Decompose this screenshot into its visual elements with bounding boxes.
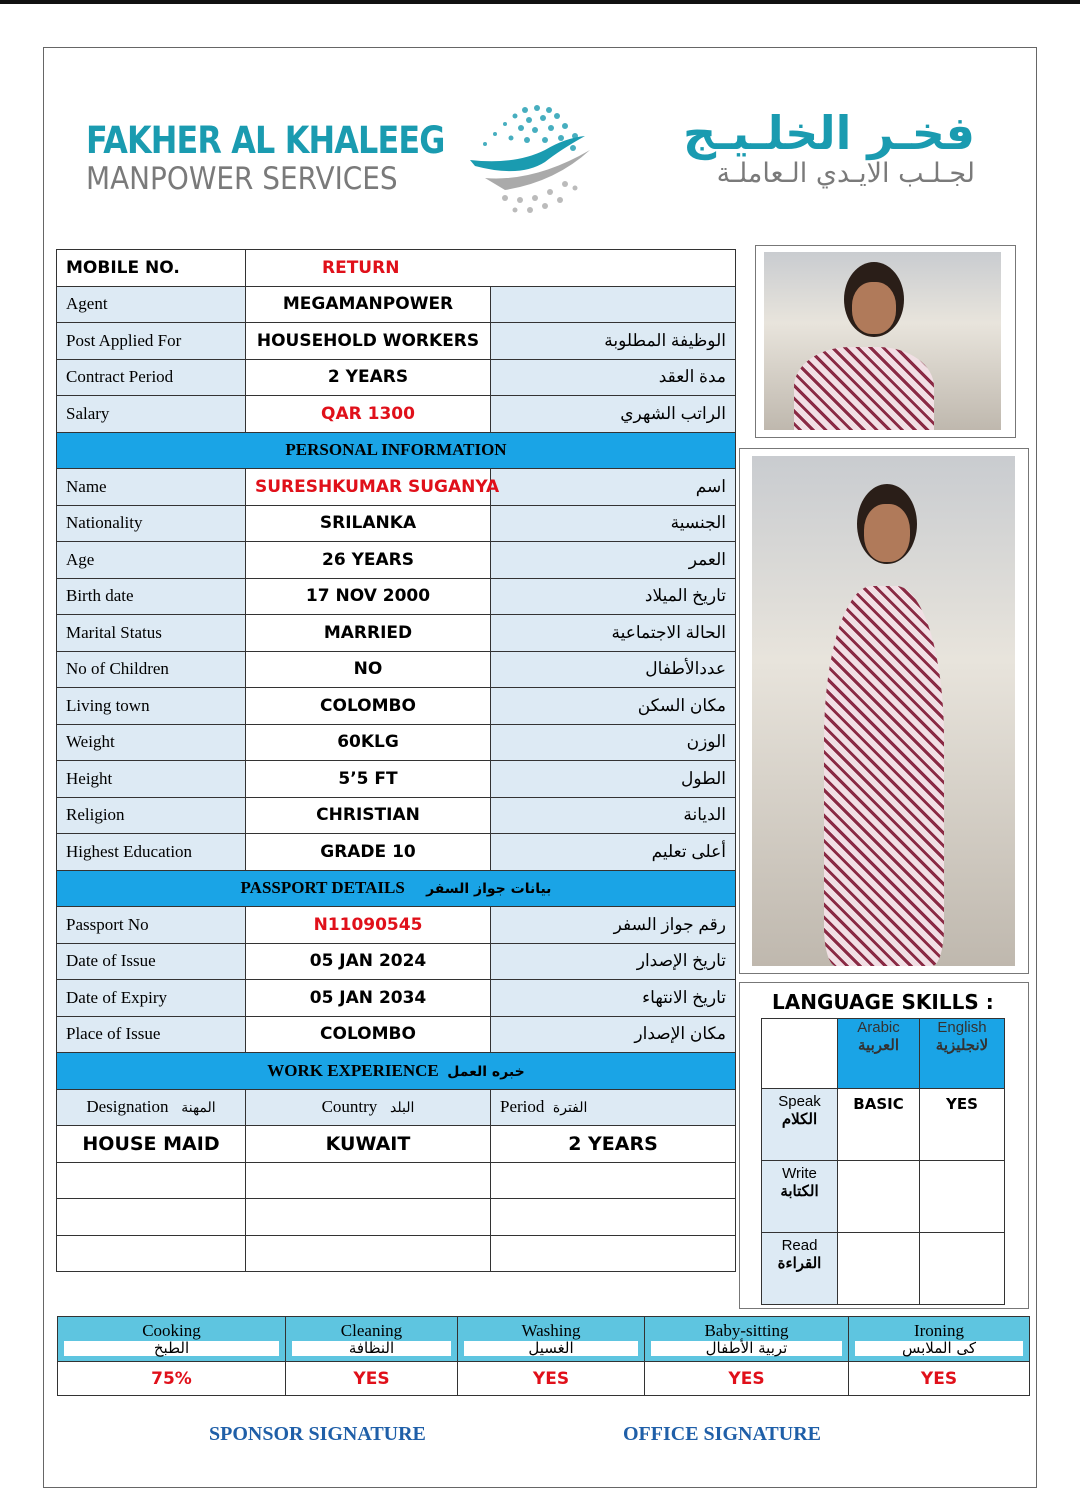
section-work-experience bbox=[57, 1053, 736, 1090]
field-value: 26 YEARS bbox=[246, 542, 491, 579]
field-label-ar: الراتب الشهري bbox=[491, 396, 736, 433]
work-row-empty bbox=[57, 1162, 736, 1199]
skill-header bbox=[458, 1317, 645, 1362]
field-label-ar: رقم جواز السفر bbox=[491, 907, 736, 944]
field-label: Height bbox=[57, 761, 246, 798]
field-label-ar: العمر bbox=[491, 542, 736, 579]
language-row bbox=[762, 1161, 1005, 1233]
write-arabic bbox=[838, 1161, 920, 1233]
mobile-value: RETURN bbox=[246, 250, 736, 287]
field-label-ar bbox=[491, 286, 736, 323]
col-label-ar: المهنة bbox=[181, 1101, 216, 1117]
table-row bbox=[57, 542, 736, 579]
col-arabic bbox=[838, 1019, 920, 1089]
row-label: Write bbox=[782, 1165, 817, 1182]
field-label-ar: الوظيفة المطلوبة bbox=[491, 323, 736, 360]
field-label-ar: مكان السكن bbox=[491, 688, 736, 725]
candidate-photo-portrait bbox=[764, 252, 1001, 430]
work-designation: HOUSE MAID bbox=[57, 1126, 246, 1163]
work-header-row bbox=[57, 1089, 736, 1126]
skill-header bbox=[849, 1317, 1030, 1362]
salary-value: QAR 1300 bbox=[246, 396, 491, 433]
field-value: 05 JAN 2024 bbox=[246, 943, 491, 980]
passport-header-ar: بيانات جواز السفر bbox=[426, 881, 552, 898]
field-value: SRILANKA bbox=[246, 505, 491, 542]
language-table bbox=[761, 1018, 1005, 1305]
logo-arabic bbox=[620, 108, 975, 188]
col-label: Designation bbox=[86, 1097, 169, 1117]
field-label: Place of Issue bbox=[57, 1016, 246, 1053]
details-table bbox=[56, 249, 736, 1272]
logo-ar-line1: فخـر الخلـيـج bbox=[683, 106, 975, 160]
field-label-ar: الديانة bbox=[491, 797, 736, 834]
field-label-ar: الحالة الاجتماعية bbox=[491, 615, 736, 652]
table-row bbox=[57, 615, 736, 652]
field-label: Birth date bbox=[57, 578, 246, 615]
skill-label: Washing bbox=[521, 1321, 581, 1340]
skill-label-ar: الغسيل bbox=[464, 1341, 638, 1356]
col-label: Period bbox=[500, 1097, 545, 1117]
field-label: Religion bbox=[57, 797, 246, 834]
field-label: Marital Status bbox=[57, 615, 246, 652]
language-row bbox=[762, 1089, 1005, 1161]
work-header-en: WORK EXPERIENCE bbox=[267, 1060, 439, 1080]
write-english bbox=[920, 1161, 1005, 1233]
skills-table bbox=[57, 1316, 1030, 1396]
empty-cell bbox=[762, 1019, 838, 1089]
col-label-ar: الفترة bbox=[552, 1101, 588, 1117]
field-label: Age bbox=[57, 542, 246, 579]
table-row bbox=[57, 323, 736, 360]
mobile-label: MOBILE NO. bbox=[57, 250, 246, 287]
skill-header bbox=[58, 1317, 286, 1362]
field-value: HOUSEHOLD WORKERS bbox=[246, 323, 491, 360]
field-label: Living town bbox=[57, 688, 246, 725]
table-row bbox=[57, 505, 736, 542]
field-label-ar: تاريخ الانتهاء bbox=[491, 980, 736, 1017]
field-label: Date of Expiry bbox=[57, 980, 246, 1017]
field-value: GRADE 10 bbox=[246, 834, 491, 871]
col-label-ar: العربية bbox=[858, 1037, 899, 1054]
top-bar bbox=[0, 0, 1080, 4]
read-english bbox=[920, 1233, 1005, 1305]
field-value: MARRIED bbox=[246, 615, 491, 652]
field-value: MEGAMANPOWER bbox=[246, 286, 491, 323]
work-header-ar: خبره العمل bbox=[447, 1063, 525, 1080]
row-label: Read bbox=[781, 1237, 818, 1254]
field-label-ar: مكان الإصدار bbox=[491, 1016, 736, 1053]
language-row bbox=[762, 1233, 1005, 1305]
language-skills-title: LANGUAGE SKILLS : bbox=[772, 990, 994, 1014]
table-row bbox=[57, 980, 736, 1017]
table-row bbox=[57, 688, 736, 725]
field-label: Salary bbox=[57, 396, 246, 433]
office-signature-label: OFFICE SIGNATURE bbox=[623, 1423, 821, 1445]
work-row-empty bbox=[57, 1235, 736, 1272]
col-label-ar: البلد bbox=[390, 1101, 415, 1117]
field-label: Passport No bbox=[57, 907, 246, 944]
table-row bbox=[57, 834, 736, 871]
passport-header-en: PASSPORT DETAILS bbox=[240, 878, 405, 898]
table-row bbox=[57, 286, 736, 323]
skill-value: YES bbox=[286, 1362, 458, 1396]
work-country: KUWAIT bbox=[246, 1126, 491, 1163]
field-value: 60KLG bbox=[246, 724, 491, 761]
skill-label-ar: النظافة bbox=[292, 1341, 451, 1356]
field-value: COLOMBO bbox=[246, 1016, 491, 1053]
field-label: Highest Education bbox=[57, 834, 246, 871]
skill-header bbox=[645, 1317, 849, 1362]
table-row bbox=[57, 651, 736, 688]
skill-label: Cooking bbox=[142, 1321, 201, 1340]
work-period: 2 YEARS bbox=[491, 1126, 736, 1163]
table-row bbox=[57, 943, 736, 980]
field-value: 2 YEARS bbox=[246, 359, 491, 396]
field-value: 05 JAN 2034 bbox=[246, 980, 491, 1017]
logo-emblem-icon bbox=[465, 100, 595, 215]
field-label: Contract Period bbox=[57, 359, 246, 396]
field-value: 17 NOV 2000 bbox=[246, 578, 491, 615]
field-label: Date of Issue bbox=[57, 943, 246, 980]
logo-line2: MANPOWER SERVICES bbox=[86, 161, 398, 197]
field-value: 5’5 FT bbox=[246, 761, 491, 798]
work-row-empty bbox=[57, 1199, 736, 1236]
col-label: Country bbox=[321, 1097, 378, 1117]
table-row bbox=[57, 724, 736, 761]
col-label-ar: لانجليزية bbox=[935, 1037, 989, 1054]
field-label: Nationality bbox=[57, 505, 246, 542]
work-row bbox=[57, 1126, 736, 1163]
skill-header bbox=[286, 1317, 458, 1362]
skill-value: YES bbox=[849, 1362, 1030, 1396]
skill-label: Ironing bbox=[913, 1321, 965, 1340]
skill-value: YES bbox=[458, 1362, 645, 1396]
field-value: SURESHKUMAR SUGANYA bbox=[246, 469, 491, 506]
skill-label-ar: تربية الأطفال bbox=[651, 1341, 842, 1356]
speak-arabic: BASIC bbox=[838, 1089, 920, 1161]
sponsor-signature-label: SPONSOR SIGNATURE bbox=[209, 1423, 426, 1445]
field-label: Weight bbox=[57, 724, 246, 761]
row-label-ar: القراءة bbox=[777, 1255, 822, 1272]
row-label: Speak bbox=[778, 1093, 821, 1110]
col-english bbox=[920, 1019, 1005, 1089]
table-row bbox=[57, 1016, 736, 1053]
logo-ar-line2: لجـلـب الايـدي الـعاملـة bbox=[716, 157, 975, 189]
table-row bbox=[57, 469, 736, 506]
skill-label-ar: كى الملابس bbox=[855, 1341, 1023, 1356]
row-label-ar: الكلام bbox=[781, 1111, 818, 1128]
field-value: CHRISTIAN bbox=[246, 797, 491, 834]
field-label-ar: أعلى تعليم bbox=[491, 834, 736, 871]
table-row bbox=[57, 761, 736, 798]
skill-value: 75% bbox=[58, 1362, 286, 1396]
logo-line1: FAKHER AL KHALEEG bbox=[86, 119, 445, 162]
field-value: COLOMBO bbox=[246, 688, 491, 725]
field-label-ar: الوزن bbox=[491, 724, 736, 761]
field-label-ar: الطول bbox=[491, 761, 736, 798]
col-designation bbox=[57, 1089, 246, 1126]
field-label: No of Children bbox=[57, 651, 246, 688]
read-arabic bbox=[838, 1233, 920, 1305]
table-row bbox=[57, 907, 736, 944]
field-value: NO bbox=[246, 651, 491, 688]
field-label: Post Applied For bbox=[57, 323, 246, 360]
col-label: Arabic bbox=[857, 1019, 900, 1036]
field-label-ar: مدة العقد bbox=[491, 359, 736, 396]
table-row bbox=[57, 578, 736, 615]
skill-label: Cleaning bbox=[340, 1321, 403, 1340]
table-row bbox=[57, 359, 736, 396]
field-label-ar: اسم bbox=[491, 469, 736, 506]
candidate-photo-full bbox=[752, 456, 1015, 966]
col-period bbox=[491, 1089, 736, 1126]
row-label-ar: الكتابة bbox=[780, 1183, 819, 1200]
skill-label: Baby-sitting bbox=[704, 1321, 789, 1340]
col-label: English bbox=[937, 1019, 987, 1036]
table-row bbox=[57, 797, 736, 834]
field-label: Name bbox=[57, 469, 246, 506]
field-label-ar: تاريخ الميلاد bbox=[491, 578, 736, 615]
field-label-ar: عددالأطفال bbox=[491, 651, 736, 688]
skill-value: YES bbox=[645, 1362, 849, 1396]
section-passport-details bbox=[57, 870, 736, 907]
speak-english: YES bbox=[920, 1089, 1005, 1161]
field-label-ar: الجنسية bbox=[491, 505, 736, 542]
logo-english bbox=[86, 119, 503, 197]
section-personal-information: PERSONAL INFORMATION bbox=[57, 432, 736, 469]
field-label: Agent bbox=[57, 286, 246, 323]
col-country bbox=[246, 1089, 491, 1126]
table-row bbox=[57, 250, 736, 287]
field-value: N11090545 bbox=[246, 907, 491, 944]
skill-label-ar: الطبخ bbox=[64, 1341, 279, 1356]
table-row bbox=[57, 396, 736, 433]
field-label-ar: تاريخ الإصدار bbox=[491, 943, 736, 980]
